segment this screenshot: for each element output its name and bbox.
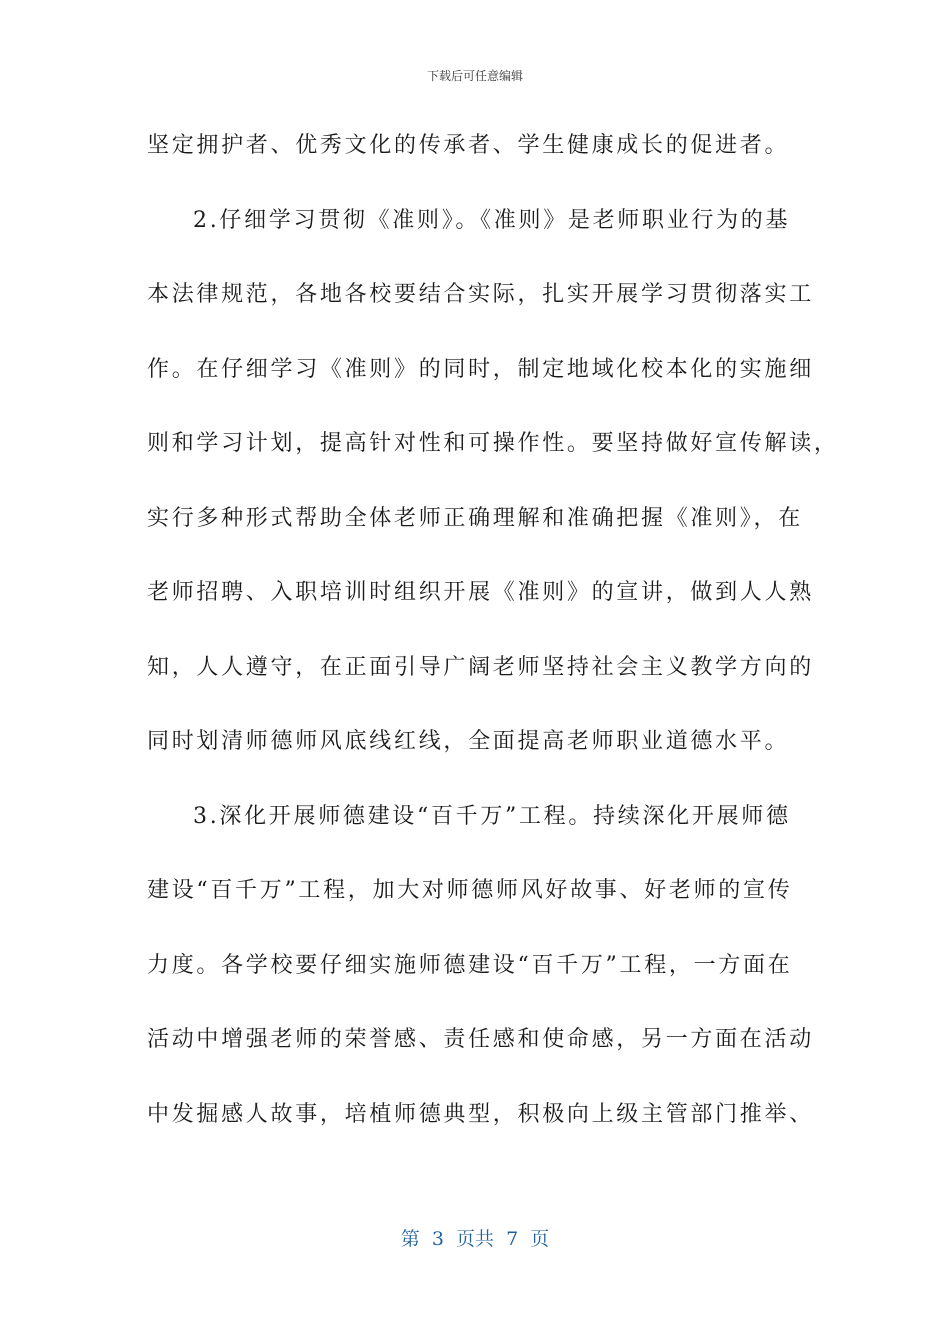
text-line: 力度。各学校要仔细实施师德建设“百千万”工程，一方面在 <box>147 952 793 978</box>
text-line: 本法律规范，各地各校要结合实际，扎实开展学习贯彻落实工 <box>147 282 814 307</box>
text-line: 坚定拥护者、优秀文化的传承者、学生健康成长的促进者。 <box>147 133 790 158</box>
page-header-note: 下载后可任意编辑 <box>426 69 523 83</box>
document-body <box>147 122 839 1165</box>
text-line: 作。在仔细学习《准则》的同时，制定地域化校本化的实施细 <box>147 356 814 382</box>
text-line: 则和学习计划，提高针对性和可操作性。要坚持做好宣传解读， <box>147 431 839 456</box>
text-line: 知，人人遵守，在正面引导广阔老师坚持社会主义教学方向的 <box>147 654 814 680</box>
text-line-paragraph-start: 2.仔细学习贯彻《准则》。《准则》是老师职业行为的基 <box>193 207 791 233</box>
text-line: 同时划清师德师风底线红线，全面提高老师职业道德水平。 <box>147 729 790 754</box>
text-line: 活动中增强老师的荣誉感、责任感和使命感，另一方面在活动 <box>147 1027 814 1052</box>
page-number-footer: 第 3 页共 7 页 <box>400 1228 550 1250</box>
text-line-paragraph-start: 3.深化开展师德建设“百千万”工程。持续深化开展师德 <box>193 803 791 829</box>
text-line: 建设“百千万”工程，加大对师德师风好故事、好老师的宣传 <box>147 878 793 903</box>
text-line: 中发掘感人故事，培植师德典型，积极向上级主管部门推举、 <box>147 1101 814 1127</box>
text-line: 老师招聘、入职培训时组织开展《准则》的宣讲，做到人人熟 <box>147 580 814 605</box>
text-line: 实行多种形式帮助全体老师正确理解和准确把握《准则》，在 <box>147 505 803 531</box>
